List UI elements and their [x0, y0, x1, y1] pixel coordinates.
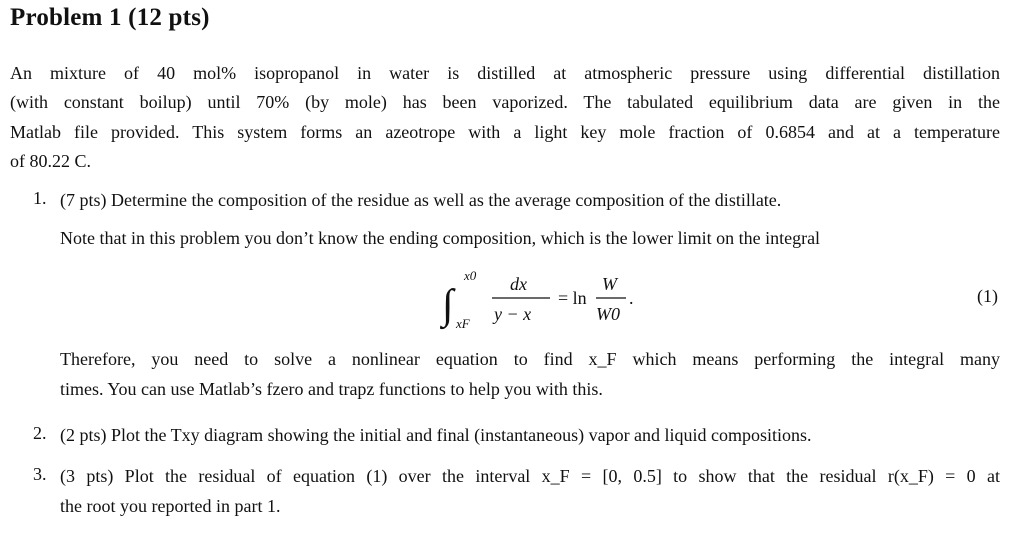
problem-page: [10, 0, 1012, 541]
item-1-text: (7 pts) Determine the composition of the residue as well as the average composition of the distillate.: [60, 190, 782, 210]
item-1-after-line-2: times. You can use Matlab’s fzero and trapz functions to help you with this.: [60, 378, 603, 399]
intro-line-4: of 80.22 C.: [10, 150, 91, 171]
item-1-after-line-1: Therefore, you need to solve a nonlinear equation to find x_F which means performing the integral many: [60, 349, 1000, 369]
equals-ln: = ln: [558, 288, 587, 308]
fraction-numerator: dx: [510, 274, 527, 294]
intro-line-1: An mixture of 40 mol% isopropanol in water is distilled at atmospheric pressure using differential distillation: [10, 63, 1000, 83]
lower-limit: xF: [456, 316, 470, 331]
item-3-number: 3.: [33, 464, 47, 484]
item-3-line-1: (3 pts) Plot the residual of equation (1) over the interval x_F = [0, 0.5] to show that the residual r(x_F) = 0 at: [60, 466, 1000, 486]
item-3-line-2: the root you reported in part 1.: [60, 495, 281, 516]
problem-title: Problem 1 (12 pts): [10, 4, 210, 31]
item-1-after: [60, 345, 1000, 404]
rhs-denominator: W0: [596, 304, 620, 324]
item-2-text: (2 pts) Plot the Txy diagram showing the initial and final (instantaneous) vapor and liquid compositions.: [60, 425, 812, 445]
fraction-denominator: y − x: [494, 304, 532, 324]
integral-equation-svg: [440, 266, 670, 336]
integral-equation: [440, 266, 660, 330]
item-1-number: 1.: [33, 188, 47, 208]
equation-number: (1): [977, 286, 998, 306]
rhs-numerator: W: [602, 274, 617, 294]
item-1-note: Note that in this problem you don’t know the ending composition, which is the lower limit on the integral: [60, 228, 821, 248]
intro-line-2: (with constant boilup) until 70% (by mole) has been vaporized. The tabulated equilibrium data are given in the: [10, 92, 1000, 113]
item-2-number: 2.: [33, 423, 47, 443]
integral-sign: ∫: [442, 282, 454, 328]
equation-period: .: [629, 288, 634, 308]
upper-limit: x0: [464, 268, 477, 283]
item-3-text: [60, 462, 1000, 521]
intro-line-3: Matlab file provided. This system forms an azeotrope with a light key mole fraction of 0.6854 and at a temperature: [10, 121, 1000, 142]
problem-intro: [10, 59, 1000, 176]
